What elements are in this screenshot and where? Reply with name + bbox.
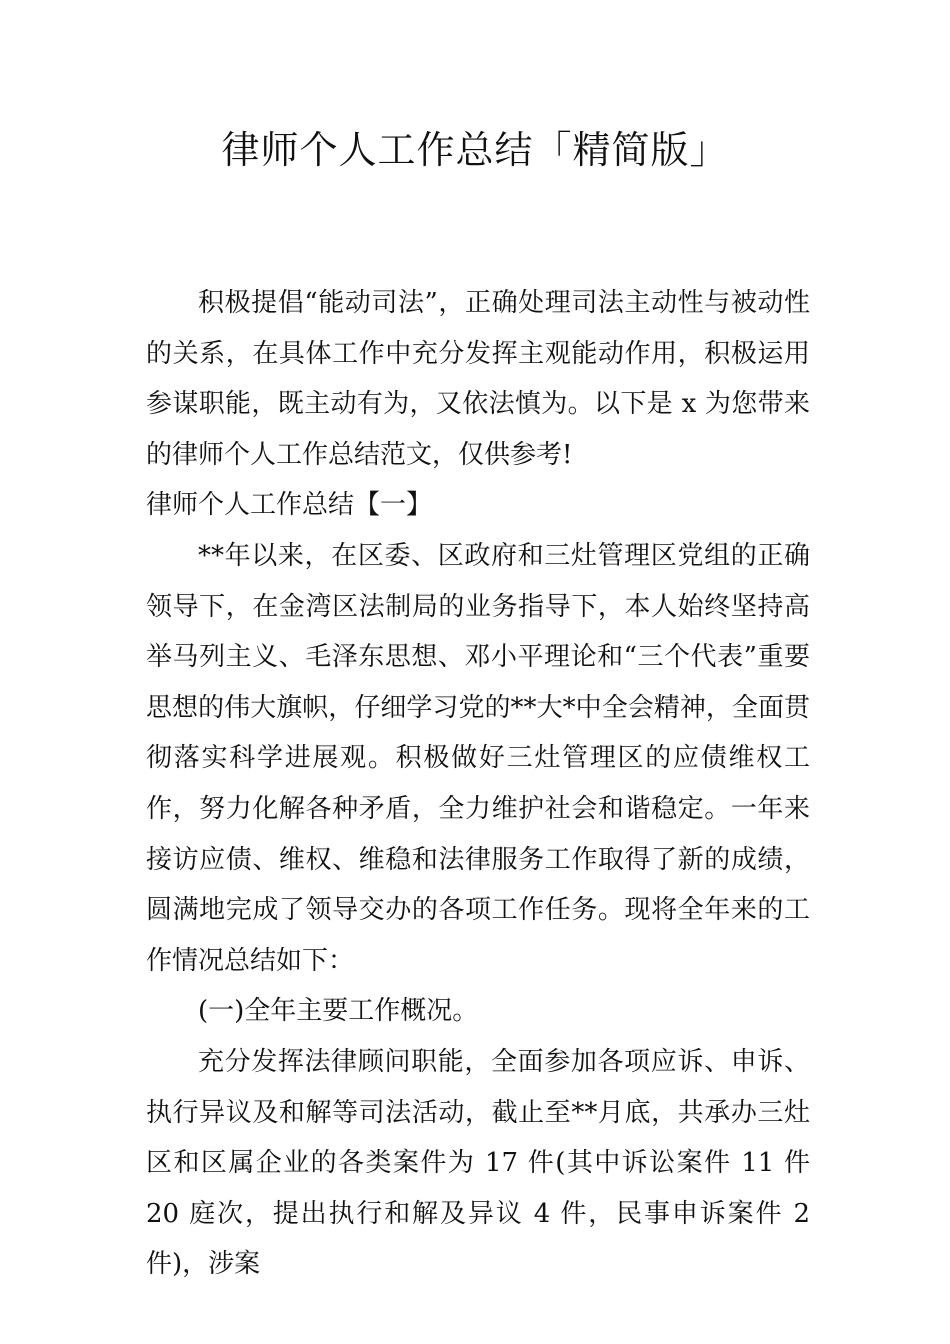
subsection-heading: (一)全年主要工作概况。 xyxy=(198,996,479,1027)
summary-paragraph: **年以来，在区委、区政府和三灶管理区党组的正确领导下，在金湾区法制局的业务指导下，本人始终坚持高举马列主义、毛泽东思想、邓小平理论和“三个代表”重要思想的伟大旗帜，仔细学习党的**大*中全会精神，全面贯彻落实科学进展观。积极做好三灶管理区的应债维权工作，努力化解各种矛盾，全力维护社会和谐稳定。一年来接访应债、维权、维稳和法律服务工作取得了新的成绩，圆满地完成了领导交办的各项工作任务。现将全年来的工作情况总结如下： xyxy=(146,540,810,976)
cases-paragraph: 充分发挥法律顾问职能，全面参加各项应诉、申诉、执行异议及和解等司法活动，截止至**月底，共承办三灶区和区属企业的各类案件为 17 件(其中诉讼案件 11 件 20 庭次，提出执行和解及异议 4 件，民事申诉案件 2 件)，涉案 xyxy=(146,1046,810,1280)
document-body xyxy=(146,278,810,1290)
section-heading: 律师个人工作总结【一】 xyxy=(146,490,433,521)
intro-paragraph: 积极提倡“能动司法”，正确处理司法主动性与被动性的关系，在具体工作中充分发挥主观能动作用，积极运用参谋职能，既主动有为，又依法慎为。以下是 x 为您带来的律师个人工作总结范文，仅供参考! xyxy=(146,288,810,470)
document-title: 律师个人工作总结「精简版」 xyxy=(221,128,729,172)
